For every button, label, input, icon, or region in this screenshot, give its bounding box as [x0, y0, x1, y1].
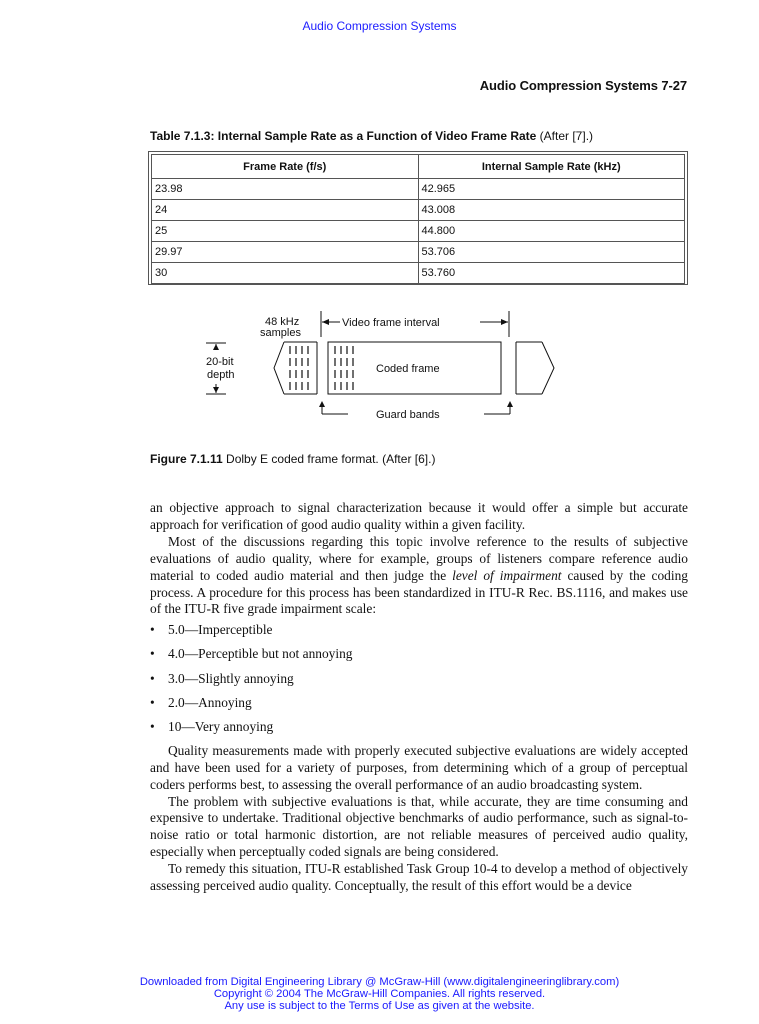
paragraph-5: To remedy this situation, ITU-R established Task Group 10-4 to develop a method of objectively assessing perceived audio quality. Conceptually, the result of this effort would be a device	[150, 861, 688, 894]
table-caption-source: (After [7].)	[536, 129, 594, 143]
paragraph-4: The problem with subjective evaluations is that, while accurate, they are time consuming and expensive to undertake. Traditional objective benchmarks of audio performance, such as signal-to-noise ratio or total harmonic distortion, are not reliable measures of perceived audio quality, especially when perceptually coded signals are being considered.	[150, 793, 688, 860]
figure-caption-text: Dolby E coded frame format. (After [6].)	[222, 452, 436, 466]
table-row	[152, 242, 685, 263]
list-item-text: 3.0—Slightly annoying	[168, 670, 294, 686]
sample-block-left	[284, 342, 317, 394]
table-caption	[150, 129, 690, 143]
guard-arrowhead-left	[319, 401, 325, 407]
table-row	[152, 263, 685, 284]
footer-copyright: Copyright © 2004 The McGraw-Hill Companies. All rights reserved.	[213, 988, 546, 1001]
sample-rate-table	[151, 154, 685, 284]
table-cell: 25	[152, 221, 419, 242]
interval-arrowhead-left	[322, 319, 329, 325]
table-row	[152, 179, 685, 200]
samples-label-line1: 48 kHz	[265, 316, 300, 328]
table-row	[152, 200, 685, 221]
guard-bands-label: Guard bands	[376, 409, 440, 421]
column-header: Frame Rate (f/s)	[152, 155, 419, 179]
dolby-e-frame-diagram	[198, 306, 578, 431]
table-cell: 24	[152, 200, 419, 221]
figure-caption	[150, 452, 435, 466]
list-item-text: 10—Very annoying	[168, 718, 274, 734]
table-caption-title: Table 7.1.3: Internal Sample Rate as a Function of Video Frame Rate	[150, 129, 537, 143]
body-text	[150, 500, 688, 895]
bullet-icon: •	[150, 694, 155, 710]
table-cell: 29.97	[152, 242, 419, 263]
footer	[0, 976, 759, 1013]
paragraph-2-end: caused by the coding process. A procedure for this process has been standardized in ITU-R Rec. BS.1116, and makes use of the ITU-R five grade impairment scale:	[150, 567, 688, 617]
table-frame	[148, 151, 688, 285]
table-header-row	[152, 155, 685, 179]
table-row	[152, 221, 685, 242]
paragraph-1: an objective approach to signal characterization because it would offer a simple but accurate approach for verification of good audio quality within a given facility.	[150, 500, 688, 532]
paragraph-3: Quality measurements made with properly executed subjective evaluations are widely accepted and have been used for a variety of purposes, from determining which of a group of perceptual coders performs best, to assessing the overall performance of an audio broadcasting system.	[150, 742, 688, 792]
table-cell: 53.706	[418, 242, 685, 263]
list-item	[150, 646, 688, 663]
bullet-icon: •	[150, 670, 155, 686]
list-item	[150, 695, 688, 712]
list-item	[150, 671, 688, 688]
impairment-scale-list	[150, 622, 688, 735]
list-item-text: 5.0—Imperceptible	[168, 622, 273, 638]
paragraph-2	[150, 534, 688, 619]
paragraph-2-start: Most of the discussions regarding this topic involve reference to the results of subjective evaluations of audio quality, where for example, groups of listeners compare reference audio material to coded audio material and then judge the	[150, 533, 688, 583]
list-item	[150, 719, 688, 736]
depth-label-line1: 20-bit	[206, 356, 234, 368]
guard-arrowhead-right	[507, 401, 513, 407]
footer-download-link[interactable]: Downloaded from Digital Engineering Library @ McGraw-Hill (www.digitalengineeringlibrary.com)	[139, 976, 620, 988]
table-cell: 53.760	[418, 263, 685, 284]
table-cell: 30	[152, 263, 419, 284]
top-link[interactable]: Audio Compression Systems	[302, 19, 457, 33]
coded-frame-label: Coded frame	[376, 363, 440, 375]
list-item	[150, 622, 688, 639]
table-cell: 44.800	[418, 221, 685, 242]
bullet-icon: •	[150, 646, 155, 662]
depth-arrowhead-up	[213, 344, 219, 350]
column-header: Internal Sample Rate (kHz)	[418, 155, 685, 179]
bullet-icon: •	[150, 622, 155, 638]
torn-edge-left	[274, 342, 284, 394]
paragraph-2-term: level of impairment	[452, 567, 562, 583]
depth-label-line2: depth	[207, 369, 235, 381]
torn-edge-right	[542, 342, 554, 394]
figure-caption-number: Figure 7.1.11	[150, 452, 223, 466]
running-head: Audio Compression Systems 7-27	[479, 78, 687, 93]
interval-arrowhead-right	[501, 319, 508, 325]
list-item-text: 4.0—Perceptible but not annoying	[168, 646, 353, 662]
list-item-text: 2.0—Annoying	[168, 694, 252, 710]
bullet-icon: •	[150, 718, 155, 734]
table-cell: 42.965	[418, 179, 685, 200]
table-cell: 43.008	[418, 200, 685, 221]
samples-label-line2: samples	[260, 327, 301, 339]
coded-frame-samples	[335, 346, 353, 390]
table-cell: 23.98	[152, 179, 419, 200]
interval-label: Video frame interval	[342, 317, 440, 329]
next-frame-block	[516, 342, 542, 394]
footer-terms-link[interactable]: Any use is subject to the Terms of Use as given at the website.	[224, 1000, 535, 1013]
depth-arrowhead-down	[213, 387, 219, 393]
